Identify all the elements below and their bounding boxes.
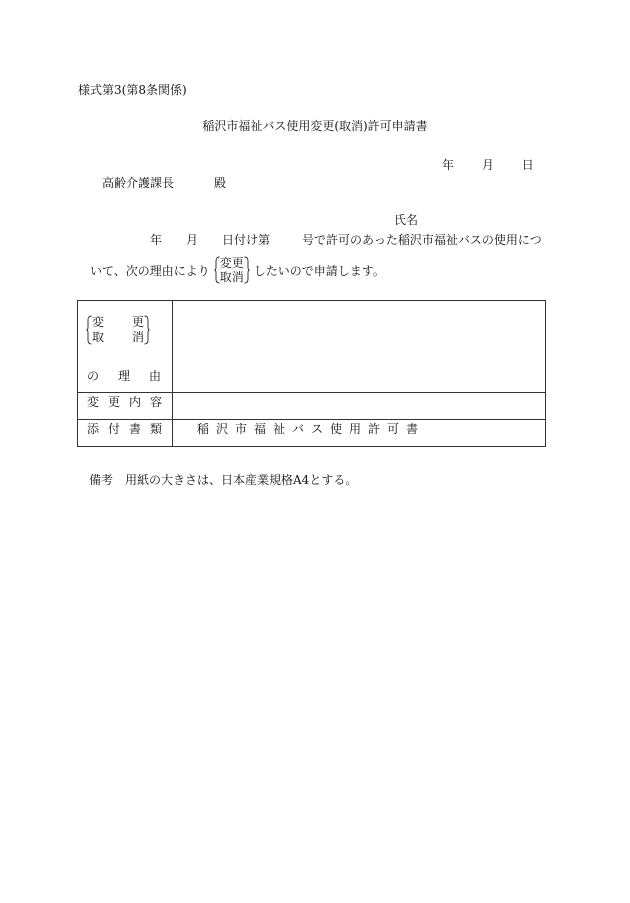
body-year: 年 xyxy=(150,233,163,247)
body-tail: したいので申請します。 xyxy=(253,263,385,278)
attachment-row xyxy=(78,420,546,447)
reason-option-change-char-1: 変 xyxy=(92,315,105,329)
reason-label-cell xyxy=(78,301,173,393)
body-lead: いて、次の理由により xyxy=(90,263,210,278)
reason-option-change xyxy=(92,315,144,330)
change-content-label xyxy=(78,393,172,410)
change-content-label-cell xyxy=(78,393,173,420)
attach-label-char-3: 書 xyxy=(128,422,141,436)
attach-label-char-4: 類 xyxy=(149,422,162,436)
right-brace-icon xyxy=(144,315,150,345)
option-change: 変更 xyxy=(219,256,244,270)
date-month: 月 xyxy=(481,158,494,172)
applicant-name-label: 氏名 xyxy=(394,213,419,227)
reason-label xyxy=(87,367,161,384)
option-stack xyxy=(220,256,244,284)
attach-label-char-1: 添 xyxy=(87,422,100,436)
note-text: 用紙の大きさは、日本産業規格A4とする。 xyxy=(125,473,358,487)
change-label-char-3: 内 xyxy=(128,395,141,409)
reason-row xyxy=(78,301,546,393)
date-year: 年 xyxy=(442,158,455,172)
right-brace-icon xyxy=(244,256,250,284)
addressee xyxy=(102,174,226,191)
change-label-char-4: 容 xyxy=(149,395,162,409)
reason-label-char-2: 理 xyxy=(117,369,130,383)
reason-option-stack xyxy=(92,315,144,345)
option-cancel: 取消 xyxy=(219,270,244,284)
attachment-label xyxy=(78,420,172,437)
change-content-row xyxy=(78,393,546,420)
change-content-value-cell[interactable] xyxy=(173,393,546,420)
addressee-honorific: 殿 xyxy=(214,176,227,190)
body-line-1 xyxy=(150,231,542,248)
reason-option-choice xyxy=(86,315,150,345)
date-day: 日 xyxy=(521,158,534,172)
body-rest: 号で許可のあった稲沢市福祉バスの使用につ xyxy=(302,233,542,247)
date-line xyxy=(442,156,534,173)
reason-option-cancel-char-1: 取 xyxy=(92,330,105,344)
attachment-value-cell xyxy=(173,420,546,447)
reason-label-char-3: 由 xyxy=(148,369,161,383)
reason-label-char-1: の xyxy=(87,369,100,383)
addressee-name: 高齢介護課長 xyxy=(102,176,175,190)
document-title: 稲沢市福祉バス使用変更(取消)許可申請書 xyxy=(202,119,428,133)
body-month: 月 xyxy=(186,233,199,247)
change-label-char-1: 変 xyxy=(87,395,100,409)
change-label-char-2: 更 xyxy=(107,395,120,409)
reason-option-cancel-char-2: 消 xyxy=(131,330,144,344)
reason-option-change-char-2: 更 xyxy=(131,315,144,329)
body-day: 日付け第 xyxy=(222,233,271,247)
note-label: 備考 xyxy=(89,473,114,487)
attach-label-char-2: 付 xyxy=(107,422,120,436)
attachment-label-cell xyxy=(78,420,173,447)
body-line-2 xyxy=(90,256,385,284)
form-number: 様式第3(第8条関係) xyxy=(78,83,187,97)
reason-value-cell[interactable] xyxy=(173,301,546,393)
reason-option-cancel xyxy=(92,330,144,345)
application-table xyxy=(77,300,546,447)
attachment-value: 稲沢市福祉バス使用許可書 xyxy=(197,422,426,436)
note xyxy=(89,471,357,488)
option-choice xyxy=(214,256,250,284)
